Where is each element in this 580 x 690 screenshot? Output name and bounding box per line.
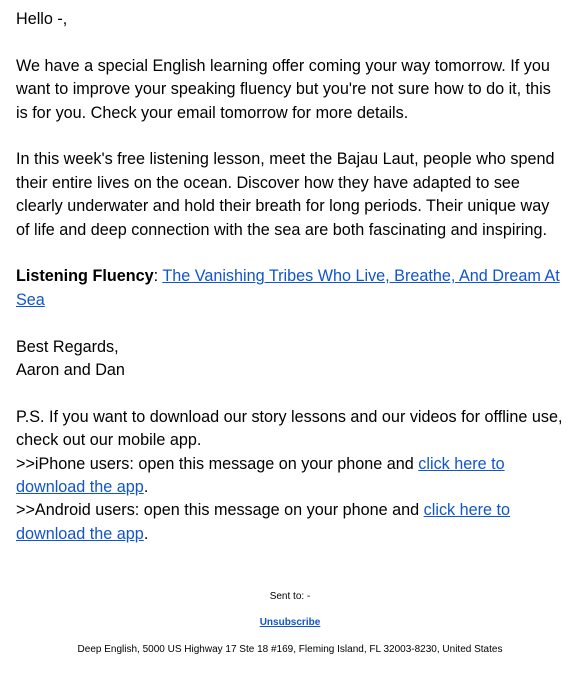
signoff-names: Aaron and Dan bbox=[16, 361, 125, 380]
iphone-download-link[interactable]: click here to download the app bbox=[16, 454, 505, 497]
greeting: Hello -, bbox=[16, 10, 68, 28]
signoff-regards: Best Regards, bbox=[16, 337, 119, 356]
footer-address: Deep English, 5000 US Highway 17 Ste 18 #169, Fleming Island, FL 32003-8230, United States bbox=[77, 644, 503, 655]
signoff bbox=[16, 336, 564, 383]
android-instructions: >>Android users: open this message on your phone and bbox=[16, 501, 424, 520]
footer-sent-to: Sent to: - bbox=[269, 591, 311, 602]
listening-fluency-line bbox=[16, 265, 564, 312]
iphone-suffix: . bbox=[143, 478, 149, 497]
unsubscribe-link[interactable]: Unsubscribe bbox=[259, 617, 321, 628]
android-download-link[interactable]: click here to download the app bbox=[16, 501, 511, 543]
footer-unsubscribe bbox=[0, 616, 580, 630]
iphone-instructions: >>iPhone users: open this message on your phone and bbox=[16, 454, 419, 473]
ps-section bbox=[16, 406, 564, 546]
android-suffix: . bbox=[143, 524, 149, 543]
lesson-paragraph: In this week's free listening lesson, meet the Bajau Laut, people who spend their entire lives on the ocean. Discover how they have adapted to see clearly underwater and hold their breath for long periods. Their unique way of life and deep connection with the sea are both fascinating and inspiring. bbox=[16, 150, 555, 239]
intro-paragraph: We have a special English learning offer coming your way tomorrow. If you want to improve your speaking fluency but you're not sure how to do it, this is for you. Check your email tomorrow for more details. bbox=[16, 56, 551, 122]
lesson-link[interactable]: The Vanishing Tribes Who Live, Breathe, And Dream At Sea bbox=[16, 267, 560, 309]
listening-fluency-label: Listening Fluency bbox=[16, 267, 154, 286]
listening-separator: : bbox=[153, 267, 163, 286]
ps-text: P.S. If you want to download our story lessons and our videos for offline use, check out our mobile app. bbox=[16, 407, 563, 450]
